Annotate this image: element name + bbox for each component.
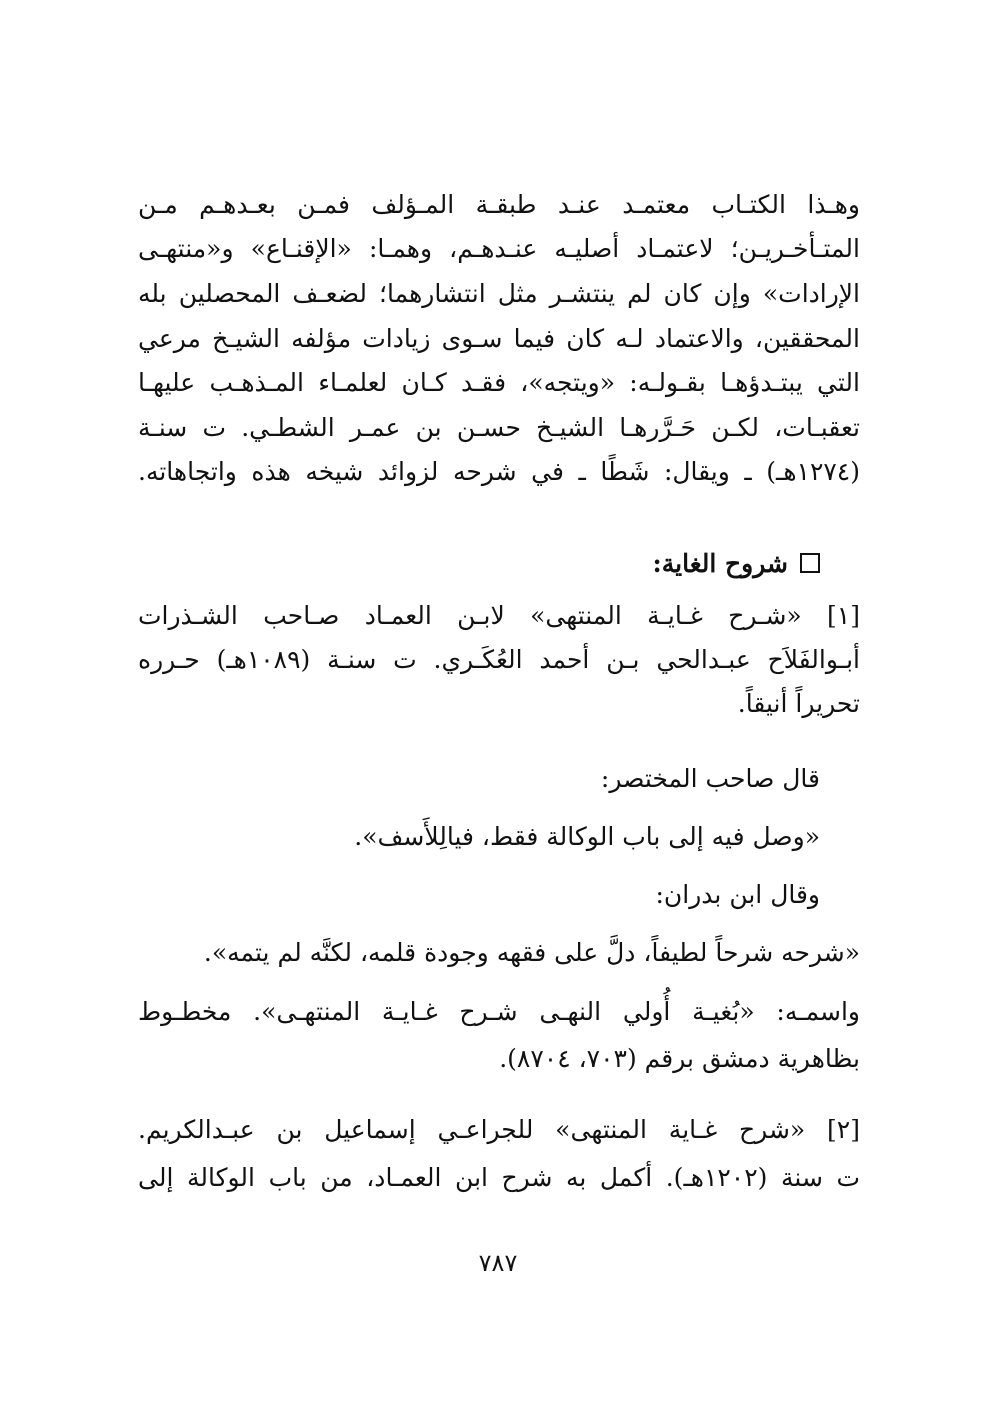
quote-text: «وصل فيه إلى باب الوكالة فقط، فيالِلأَسف». xyxy=(354,822,820,851)
paragraph-line: المحققين، والاعتماد لـه كان فيما سـوى زيادات مؤلفه الشيـخ مرعي xyxy=(138,324,860,353)
entry-line: تحريراً أنيقاً. xyxy=(737,689,860,718)
quote-text: «شرحه شرحاً لطيفاً، دلَّ على فقهه وجودة قلمه، لكنَّه لم يتمه». xyxy=(203,938,860,967)
section-heading-text: شروح الغاية: xyxy=(652,549,788,578)
entry-line: ت سنة (١٢٠٢هـ). أكمل به شرح ابن العمـاد، من باب الوكالة إلى xyxy=(138,1163,861,1192)
paragraph-line: واسمـه: «بُغيـة أُولي النهـى شـرح غـايـة المنتهـى». مخطـوط xyxy=(138,997,860,1026)
paragraph-line: تعقبـات، لكـن حَـرَّرهـا الشيـخ حسـن بن عمـر الشطـي. ت سنـة xyxy=(138,413,860,442)
page-number: ٧٨٧ xyxy=(478,1249,518,1277)
section-heading xyxy=(653,545,821,583)
quote-intro: وقال ابن بدران: xyxy=(655,880,820,909)
entry-line: [٢] «شرح غـاية المنتهى» للجراعـي إسماعيل بن عبـدالكريم. xyxy=(138,1115,860,1144)
entry-line: [١] «شـرح غـايـة المنتهى» لابـن العمـاد صـاحب الشـذرات xyxy=(138,601,860,630)
paragraph-line: الإرادات» وإن كان لم ينتشـر مثل انتشارهما؛ لضعـف المحصلين بله xyxy=(138,279,860,308)
quote-intro: قال صاحب المختصر: xyxy=(600,764,820,793)
square-bullet-icon xyxy=(800,553,820,573)
paragraph-line: (١٢٧٤هـ) ـ ويقال: شَطًا ـ في شرحه لزوائد شيخه هذه واتجاهاته. xyxy=(138,457,860,486)
paragraph-line: التي يبتـدؤهـا بقـولـه: «ويتجه»، فقـد كـان لعلمـاء المـذهـب عليهـا xyxy=(138,368,860,397)
entry-line: أبـوالفَلاَح عبـدالحي بـن أحمد العُكَـري. ت سنـة (١٠٨٩هـ) حـرره xyxy=(138,645,860,674)
paragraph-line: بظاهرية دمشق برقم (٧٠٣، ٨٧٠٤). xyxy=(499,1044,860,1073)
paragraph-line: المتـأخـريـن؛ لاعتمـاد أصليـه عنـدهـم، وهمـا: «الإقنـاع» و«منتهـى xyxy=(138,234,860,263)
paragraph-line: وهـذا الكتـاب معتمـد عنـد طبقـة المـؤلف فمـن بعـدهـم مـن xyxy=(138,190,860,219)
